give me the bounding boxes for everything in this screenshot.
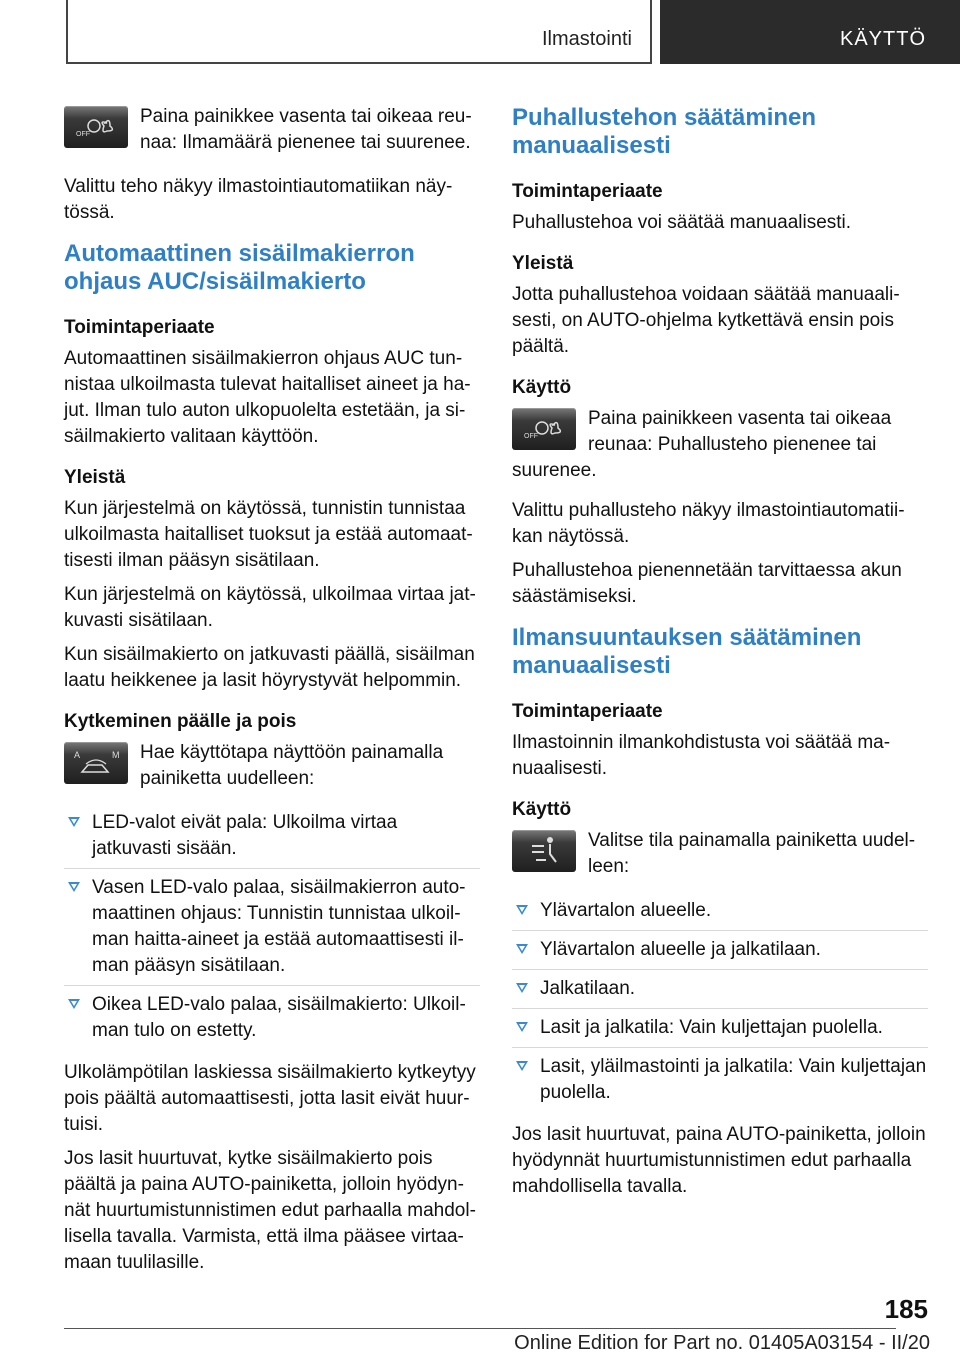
list-triangle-icon bbox=[516, 944, 528, 954]
list-triangle-icon bbox=[68, 817, 80, 827]
toiminta-heading: Toimintaperiaate bbox=[512, 181, 663, 202]
distribution-heading: Ilmansuuntauksen säätäminen manuaalisesti bbox=[512, 624, 862, 679]
toiminta-text: Puhallustehoa voi säätää manuaalisesti. bbox=[512, 212, 852, 233]
auto-label: A bbox=[74, 750, 81, 760]
edition-text: Online Edition for Part no. 01405A03154 - II/20 bbox=[514, 1332, 930, 1354]
section-title: Ilmastointi bbox=[541, 28, 632, 50]
page-number: 185 bbox=[884, 1294, 928, 1324]
chapter-tab bbox=[660, 0, 960, 64]
chapter-title: KÄYTTÖ bbox=[839, 28, 926, 50]
dist-fogging-text: Jos lasit huurtuvat, paina AUTO-painiketta, jolloin hyödynnät huurtumistunnistimen edut parhaalla mahdollisella tavalla. bbox=[512, 1124, 926, 1197]
section-tab bbox=[66, 0, 652, 64]
air-recirculation-button-icon bbox=[64, 742, 128, 784]
list-item: Oikea LED-valo palaa, sisäilmakierto: Ulkoilman tulo on estetty. bbox=[64, 992, 480, 1050]
yleista-p1: Kun järjestelmä on käytössä, tunnistin tunnistaa ulkoilmasta haitalliset tuoksut ja estää automaattisesti ilman pääsyn sisätilaan. bbox=[64, 498, 473, 571]
fan-instruction bbox=[512, 406, 928, 484]
fan-result-text: Valittu puhallusteho näkyy ilmastointiautomatiikan näytössä. bbox=[512, 500, 905, 547]
list-triangle-icon bbox=[516, 1022, 528, 1032]
manual-label: M bbox=[112, 750, 120, 760]
list-item: LED-valot eivät pala: Ulkoilma virtaa jatkuvasti sisään. bbox=[64, 810, 480, 869]
list-item: Ylävartalon alueelle ja jalkatilaan. bbox=[512, 937, 928, 970]
list-item: Ylävartalon alueelle. bbox=[512, 898, 928, 931]
yleista-p2: Kun järjestelmä on käytössä, ulkoilmaa virtaa jatkuvasti sisätilaan. bbox=[64, 584, 476, 631]
fan-button-icon bbox=[64, 106, 128, 148]
aircirc-instruction-text: Hae käyttötapa näyttöön painamalla painiketta uudelleen: bbox=[140, 742, 444, 789]
off-label: OFF bbox=[76, 131, 90, 138]
dist-kaytto-heading: Käyttö bbox=[512, 799, 572, 820]
fan-instruction-text: Paina painikkee vasenta tai oikeaa reunaa: Ilmamäärä pienenee tai suurenee. bbox=[140, 106, 472, 153]
yleista-p3: Kun sisäilmakierto on jatkuvasti päällä, sisäilman laatu heikkenee ja lasit höyrystyvät helpommin. bbox=[64, 644, 475, 691]
aircirc-list bbox=[64, 810, 480, 1050]
list-triangle-icon bbox=[68, 999, 80, 1009]
kytkeminen-heading: Kytkeminen päälle ja pois bbox=[64, 711, 297, 732]
yleista-text: Jotta puhallustehoa voidaan säätää manuaalisesti, on AUTO-ohjelma kytkettävä ensin pois päältä. bbox=[512, 284, 900, 357]
dist-toiminta-text: Ilmastoinnin ilmankohdistusta voi säätää manuaalisesti. bbox=[512, 732, 891, 779]
yleista-heading: Yleistä bbox=[64, 467, 126, 488]
yleista-heading: Yleistä bbox=[512, 253, 574, 274]
list-triangle-icon bbox=[516, 905, 528, 915]
page-header bbox=[66, 0, 960, 64]
fan-saving-text: Puhallustehoa pienennetään tarvittaessa akun säästämiseksi. bbox=[512, 560, 902, 607]
list-item: Vasen LED-valo palaa, sisäilmakierron automaattinen ohjaus: Tunnistin tunnistaa ulkoilman haitta-aineet ja estää automaattisesti ilman pääsyn sisätilaan. bbox=[64, 875, 480, 986]
fogging-text: Jos lasit huurtuvat, kytke sisäilmakierto pois päältä ja paina AUTO-painiketta, jolloin hyödynnät huurtumistunnistimen edut parhaalla mahdollisella tavalla. Varmista, että ilma pääsee virtaamaan tuulilasille. bbox=[64, 1148, 476, 1273]
off-label: OFF bbox=[524, 433, 538, 440]
list-item: Jalkatilaan. bbox=[512, 976, 928, 1009]
list-item: Lasit, yläilmastointi ja jalkatila: Vain kuljettajan puolella. bbox=[512, 1054, 928, 1112]
outside-temp-text: Ulkolämpötilan laskiessa sisäilmakierto kytkeytyy pois päältä automaattisesti, jotta lasit eivät huurtuisi. bbox=[64, 1062, 476, 1135]
fan-button-icon bbox=[512, 408, 576, 450]
toiminta-text: Automaattinen sisäilmakierron ohjaus AUC tunnistaa ulkoilmasta tulevat haitalliset aineet ja hajut. Ilman tulo auton ulkopuolelta estetään, ja sisäilmakierto valitaan käyttöön. bbox=[64, 348, 471, 447]
distribution-instruction-text: Valitse tila painamalla painiketta uudelleen: bbox=[588, 830, 916, 877]
right-column bbox=[512, 104, 928, 1214]
aircirc-instruction bbox=[64, 740, 480, 796]
fan-instruction bbox=[64, 104, 480, 160]
fan-result-text: Valittu teho näkyy ilmastointiautomatiikan näytössä. bbox=[64, 176, 453, 223]
distribution-instruction bbox=[512, 828, 928, 884]
fan-instruction-text: Paina painikkeen vasenta tai oikeaa reunaa: Puhallusteho pienenee tai suurenee. bbox=[512, 408, 892, 481]
list-triangle-icon bbox=[516, 1061, 528, 1071]
list-triangle-icon bbox=[68, 882, 80, 892]
toiminta-heading: Toimintaperiaate bbox=[64, 317, 215, 338]
distribution-list bbox=[512, 898, 928, 1112]
fan-heading: Puhallustehon säätäminen manuaalisesti bbox=[512, 104, 817, 159]
kaytto-heading: Käyttö bbox=[512, 377, 572, 398]
list-triangle-icon bbox=[516, 983, 528, 993]
auc-heading: Automaattinen sisäilmakierron ohjaus AUC/sisäilmakierto bbox=[64, 240, 415, 295]
air-distribution-button-icon bbox=[512, 830, 576, 872]
dist-toiminta-heading: Toimintaperiaate bbox=[512, 701, 663, 722]
left-column bbox=[64, 104, 480, 1290]
footer-divider bbox=[64, 1328, 896, 1329]
list-item: Lasit ja jalkatila: Vain kuljettajan puolella. bbox=[512, 1015, 928, 1048]
